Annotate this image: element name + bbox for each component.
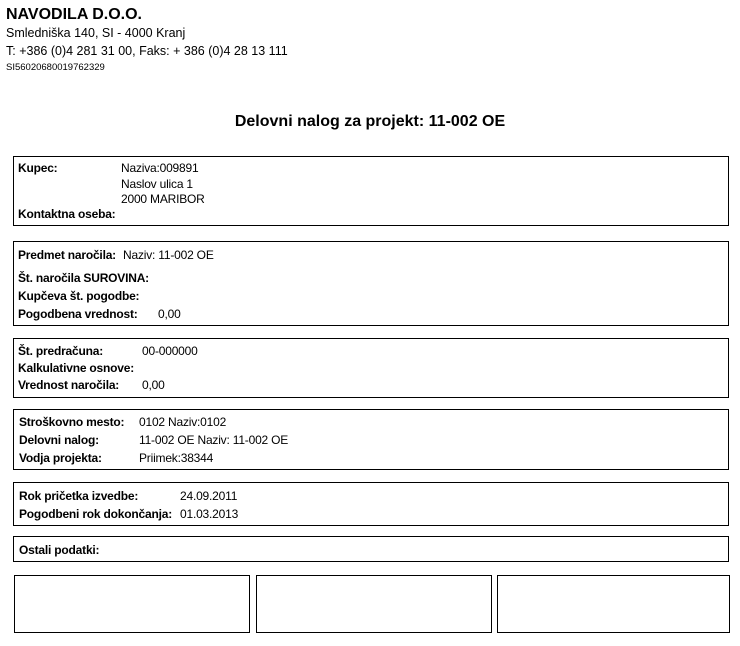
order-value: 0,00 (142, 378, 165, 392)
customer-street: Naslov ulica 1 (121, 177, 193, 191)
order-section (13, 241, 729, 326)
customer-section (13, 156, 729, 226)
signature-box-2 (256, 575, 492, 633)
start-date-value: 24.09.2011 (180, 489, 238, 503)
contract-value-label: Pogodbena vrednost: (18, 307, 138, 321)
end-date-value: 01.03.2013 (180, 507, 239, 521)
order-value-label: Vrednost naročila: (18, 378, 120, 392)
customer-label: Kupec: (18, 161, 58, 175)
company-contact: T: +386 (0)4 281 31 00, Faks: + 386 (0)4 28 13 111 (6, 44, 288, 58)
order-number-label: Št. naročila SUROVINA: (18, 271, 149, 285)
company-vat-id: SI56020680019762329 (6, 62, 105, 73)
company-name: NAVODILA D.O.O. (6, 6, 142, 23)
order-subject-label: Predmet naročila: (18, 248, 116, 262)
calc-basis-label: Kalkulativne osnove: (18, 361, 135, 375)
work-order-label: Delovni nalog: (19, 433, 99, 447)
project-lead-value: Priimek:38344 (139, 451, 214, 465)
contact-person-label: Kontaktna oseba: (18, 207, 116, 221)
customer-city: 2000 MARIBOR (121, 192, 205, 206)
cost-section (13, 409, 729, 470)
company-address: Smledniška 140, SI - 4000 Kranj (6, 26, 186, 40)
cost-center-label: Stroškovno mesto: (19, 415, 125, 429)
customer-name: Naziva:009891 (121, 161, 199, 175)
work-order-value: 11-002 OE Naziv: 11-002 OE (139, 433, 289, 447)
project-lead-label: Vodja projekta: (19, 451, 102, 465)
order-subject-value: Naziv: 11-002 OE (123, 248, 214, 262)
estimate-section (13, 338, 729, 398)
cost-center-value: 0102 Naziv:0102 (139, 415, 227, 429)
start-date-label: Rok pričetka izvedbe: (19, 489, 139, 503)
other-data-label: Ostali podatki: (19, 543, 100, 557)
other-section (13, 536, 729, 562)
signature-box-1 (14, 575, 250, 633)
end-date-label: Pogodbeni rok dokončanja: (19, 507, 173, 521)
contract-number-label: Kupčeva št. pogodbe: (18, 289, 140, 303)
signature-box-3 (497, 575, 730, 633)
dates-section (13, 482, 729, 526)
estimate-number-label: Št. predračuna: (18, 344, 104, 358)
document-title: Delovni nalog za projekt: 11-002 OE (234, 113, 506, 130)
estimate-number-value: 00-000000 (142, 344, 198, 358)
contract-value: 0,00 (158, 307, 181, 321)
